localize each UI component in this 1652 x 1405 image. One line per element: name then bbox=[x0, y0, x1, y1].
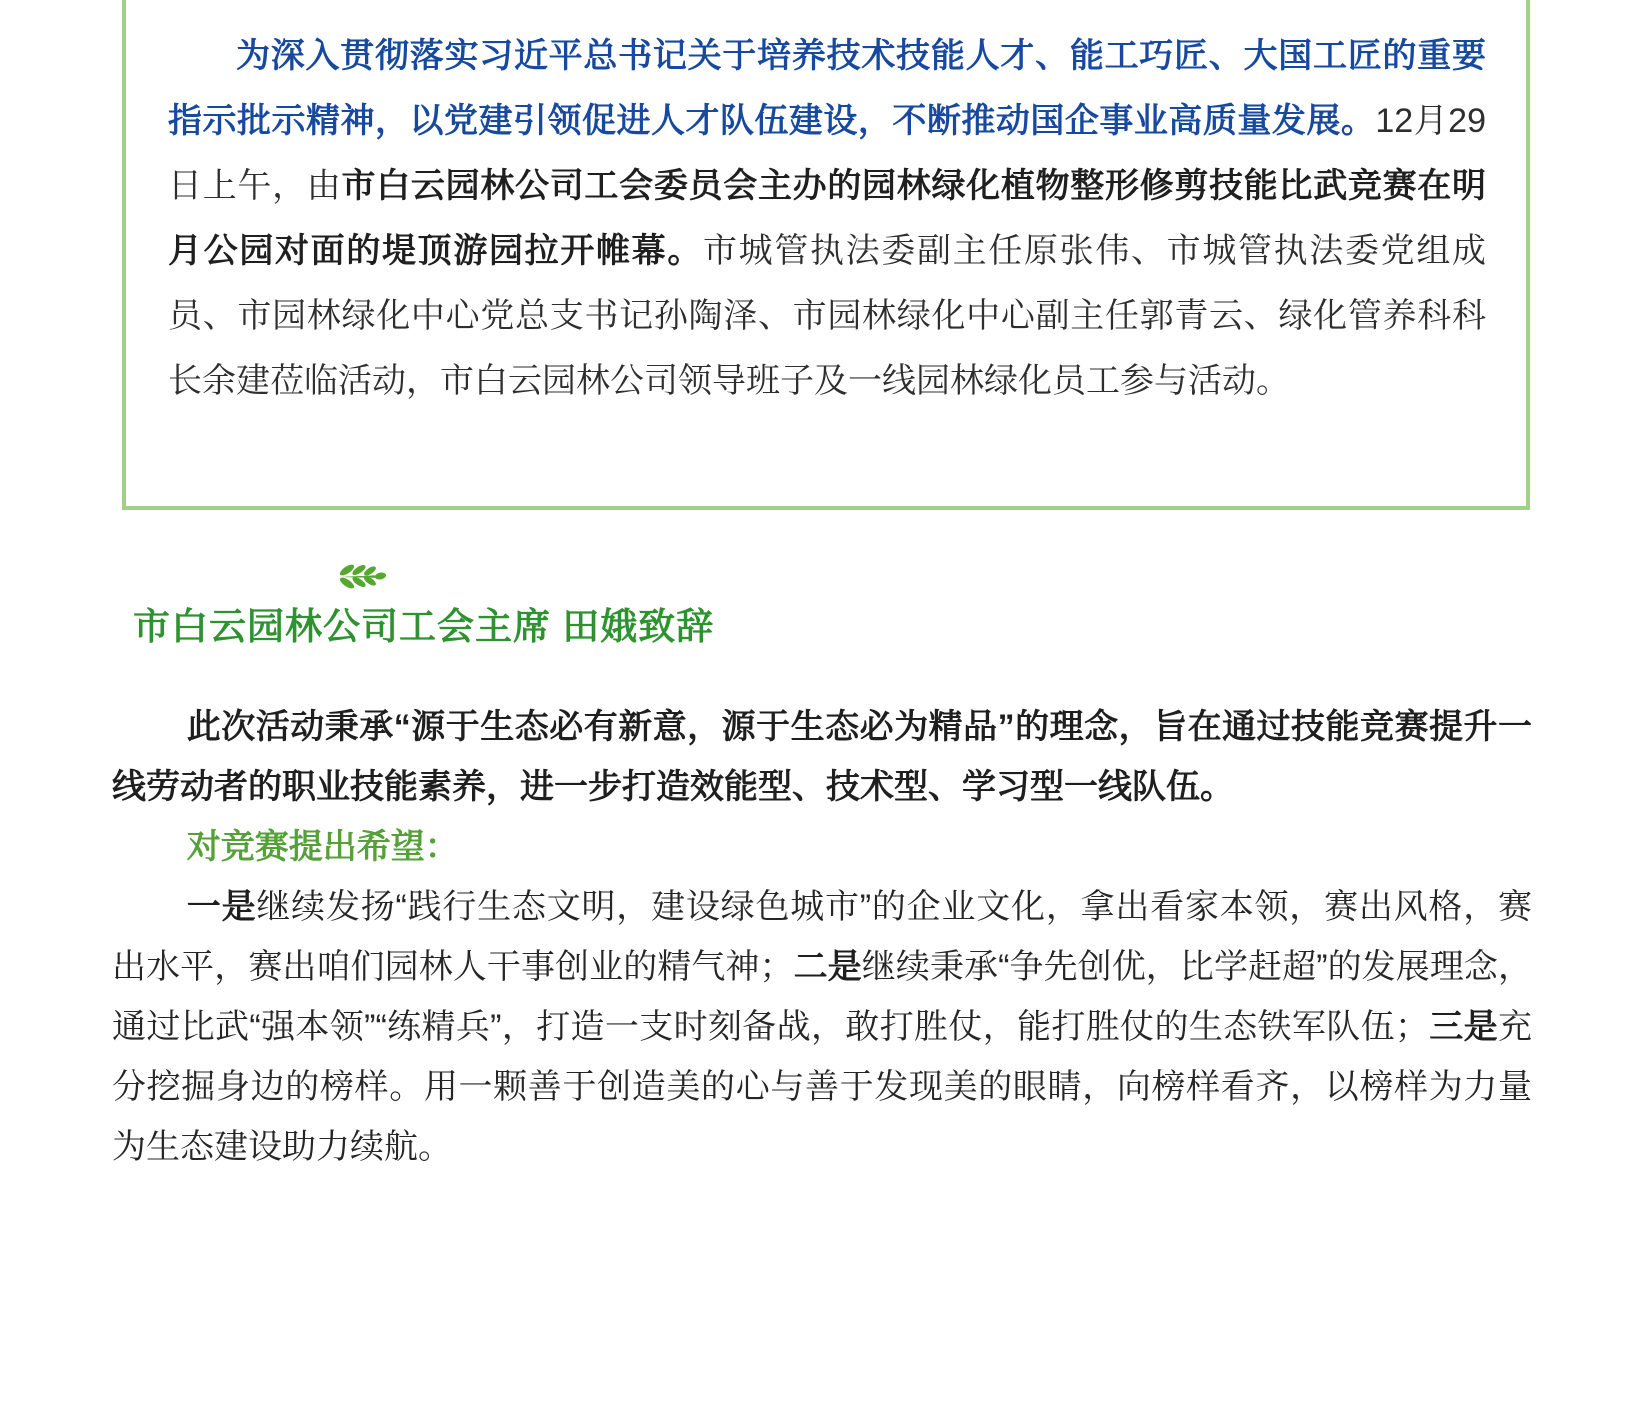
intro-attendees-text: 市城管执法委副主任原张伟、市城管执法委党组成员、市园林绿化中心党总支书记孙陶泽、市园林绿化中心副主任郭青云、绿化管养科科长余建莅临活动，市白云园林公司领导班子及一线园林绿化员工参与活动。 bbox=[168, 232, 1486, 400]
hope-heading: 对竞赛提出希望： bbox=[186, 828, 459, 866]
intro-highlight-box bbox=[122, 0, 1530, 510]
intro-event-bold-text: 市白云园林公司工会委员会主办的园林绿化植物整形修剪技能比武竞赛在明月公园对面的堤顶游园拉开帷幕。 bbox=[168, 167, 1486, 270]
speaker-heading: 市白云园林公司工会主席 田娥致辞 bbox=[133, 606, 715, 647]
hope-point-3-text: 充分挖掘身边的榜样。用一颗善于创造美的心与善于发现美的眼睛，向榜样看齐，以榜样为力量为生态建设助力续航。 bbox=[112, 1008, 1533, 1166]
leaf-branch-icon bbox=[338, 563, 386, 591]
hope-point-1-text: 继续发扬“践行生态文明，建设绿色城市”的企业文化，拿出看家本领，赛出风格，赛出水平，赛出咱们园林人干事创业的精气神； bbox=[112, 888, 1532, 986]
hope-point-2-label: 二是 bbox=[793, 948, 862, 986]
speech-body bbox=[112, 697, 1532, 1177]
hope-point-3-label: 三是 bbox=[1428, 1008, 1499, 1046]
intro-blue-directive-text: 为深入贯彻落实习近平总书记关于培养技术技能人才、能工巧匠、大国工匠的重要指示批示精神，以党建引领促进人才队伍建设，不断推动国企事业高质量发展。 bbox=[168, 37, 1486, 140]
intro-date-text: 12月29日上午，由 bbox=[168, 102, 1487, 205]
hope-point-2-text: 继续秉承“争先创优，比学赶超”的发展理念，通过比武“强本领”“练精兵”，打造一支时刻备战，敢打胜仗，能打胜仗的生态铁军队伍； bbox=[112, 948, 1533, 1046]
speech-lead-paragraph: 此次活动秉承“源于生态必有新意，源于生态必为精品”的理念，旨在通过技能竞赛提升一线劳动者的职业技能素养，进一步打造效能型、技术型、学习型一线队伍。 bbox=[112, 708, 1532, 806]
hope-point-1-label: 一是 bbox=[186, 888, 257, 926]
hope-paragraph bbox=[112, 877, 1532, 1177]
intro-paragraph bbox=[168, 24, 1486, 414]
